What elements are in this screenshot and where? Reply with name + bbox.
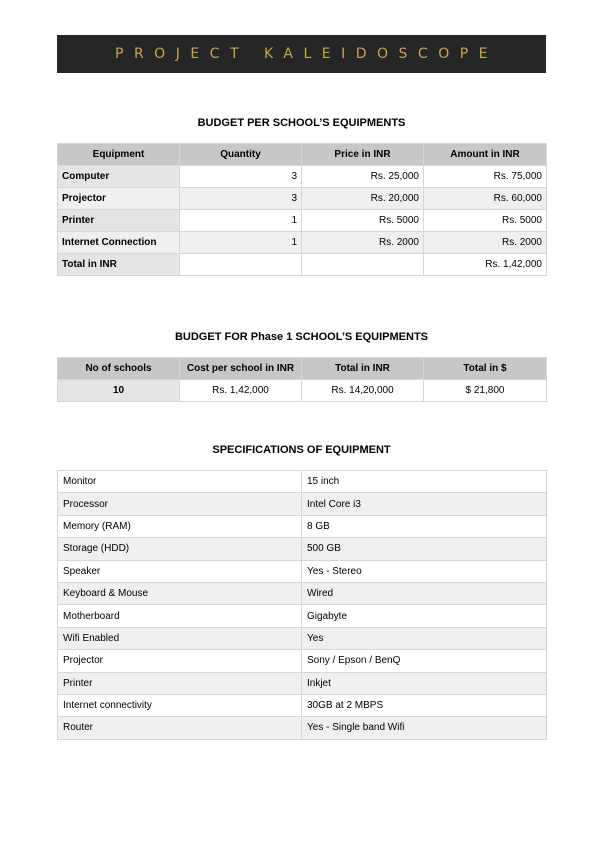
spec-row bbox=[58, 717, 547, 739]
spec-label: Speaker bbox=[58, 560, 302, 582]
spec-row bbox=[58, 582, 547, 604]
spec-value: Wired bbox=[302, 582, 547, 604]
spec-label: Router bbox=[58, 717, 302, 739]
spec-value: Gigabyte bbox=[302, 605, 547, 627]
quantity-cell bbox=[180, 254, 302, 276]
total-row bbox=[58, 254, 547, 276]
column-header: No of schools bbox=[58, 358, 180, 380]
price-cell bbox=[302, 254, 424, 276]
equipment-cell: Printer bbox=[58, 210, 180, 232]
spec-row bbox=[58, 627, 547, 649]
spec-value: Intel Core i3 bbox=[302, 493, 547, 515]
spec-value: 8 GB bbox=[302, 515, 547, 537]
spec-value: Yes bbox=[302, 627, 547, 649]
spec-value: 30GB at 2 MBPS bbox=[302, 694, 547, 716]
spec-label: Processor bbox=[58, 493, 302, 515]
spec-row bbox=[58, 560, 547, 582]
price-cell: Rs. 25,000 bbox=[302, 166, 424, 188]
spec-label: Storage (HDD) bbox=[58, 538, 302, 560]
spec-label: Motherboard bbox=[58, 605, 302, 627]
quantity-cell: 1 bbox=[180, 232, 302, 254]
spec-value: Yes - Stereo bbox=[302, 560, 547, 582]
spec-label: Monitor bbox=[58, 471, 302, 493]
column-header: Equipment bbox=[58, 144, 180, 166]
page-title: PROJECT KALEIDOSCOPE bbox=[115, 46, 498, 62]
spec-label: Printer bbox=[58, 672, 302, 694]
spec-label: Internet connectivity bbox=[58, 694, 302, 716]
table-header-row bbox=[58, 358, 547, 380]
spec-label: Wifi Enabled bbox=[58, 627, 302, 649]
spec-row bbox=[58, 672, 547, 694]
column-header: Amount in INR bbox=[424, 144, 547, 166]
spec-row bbox=[58, 493, 547, 515]
total-label-cell: Total in INR bbox=[58, 254, 180, 276]
spec-value: 500 GB bbox=[302, 538, 547, 560]
table-row bbox=[58, 232, 547, 254]
spec-row bbox=[58, 650, 547, 672]
quantity-cell: 1 bbox=[180, 210, 302, 232]
budget-phase1-title: BUDGET FOR Phase 1 SCHOOL’S EQUIPMENTS bbox=[174, 331, 429, 343]
total-usd-cell: $ 21,800 bbox=[424, 380, 547, 402]
budget-phase1-table bbox=[57, 357, 547, 402]
table-row bbox=[58, 188, 547, 210]
column-header: Quantity bbox=[180, 144, 302, 166]
spec-label: Keyboard & Mouse bbox=[58, 582, 302, 604]
specifications-table bbox=[57, 470, 547, 740]
table-row bbox=[58, 210, 547, 232]
column-header: Price in INR bbox=[302, 144, 424, 166]
amount-cell: Rs. 2000 bbox=[424, 232, 547, 254]
header-banner bbox=[57, 35, 546, 73]
price-cell: Rs. 2000 bbox=[302, 232, 424, 254]
equipment-cell: Computer bbox=[58, 166, 180, 188]
spec-row bbox=[58, 471, 547, 493]
column-header: Cost per school in INR bbox=[180, 358, 302, 380]
column-header: Total in INR bbox=[302, 358, 424, 380]
spec-value: 15 inch bbox=[302, 471, 547, 493]
spec-value: Sony / Epson / BenQ bbox=[302, 650, 547, 672]
spec-row bbox=[58, 605, 547, 627]
spec-row bbox=[58, 515, 547, 537]
price-cell: Rs. 20,000 bbox=[302, 188, 424, 210]
equipment-cell: Internet Connection bbox=[58, 232, 180, 254]
schools-count-cell: 10 bbox=[58, 380, 180, 402]
cost-per-school-cell: Rs. 1,42,000 bbox=[180, 380, 302, 402]
budget-per-school-title: BUDGET PER SCHOOL’S EQUIPMENTS bbox=[197, 117, 406, 129]
specifications-title: SPECIFICATIONS OF EQUIPMENT bbox=[212, 444, 391, 456]
spec-row bbox=[58, 538, 547, 560]
column-header: Total in $ bbox=[424, 358, 547, 380]
spec-value: Yes - Single band Wifi bbox=[302, 717, 547, 739]
quantity-cell: 3 bbox=[180, 188, 302, 210]
spec-label: Memory (RAM) bbox=[58, 515, 302, 537]
table-header-row bbox=[58, 144, 547, 166]
spec-value: Inkjet bbox=[302, 672, 547, 694]
quantity-cell: 3 bbox=[180, 166, 302, 188]
budget-per-school-table bbox=[57, 143, 547, 276]
amount-cell: Rs. 60,000 bbox=[424, 188, 547, 210]
amount-cell: Rs. 5000 bbox=[424, 210, 547, 232]
table-row bbox=[58, 380, 547, 402]
spec-row bbox=[58, 694, 547, 716]
amount-cell: Rs. 75,000 bbox=[424, 166, 547, 188]
total-inr-cell: Rs. 14,20,000 bbox=[302, 380, 424, 402]
spec-label: Projector bbox=[58, 650, 302, 672]
price-cell: Rs. 5000 bbox=[302, 210, 424, 232]
total-amount-cell: Rs. 1,42,000 bbox=[424, 254, 547, 276]
equipment-cell: Projector bbox=[58, 188, 180, 210]
table-row bbox=[58, 166, 547, 188]
